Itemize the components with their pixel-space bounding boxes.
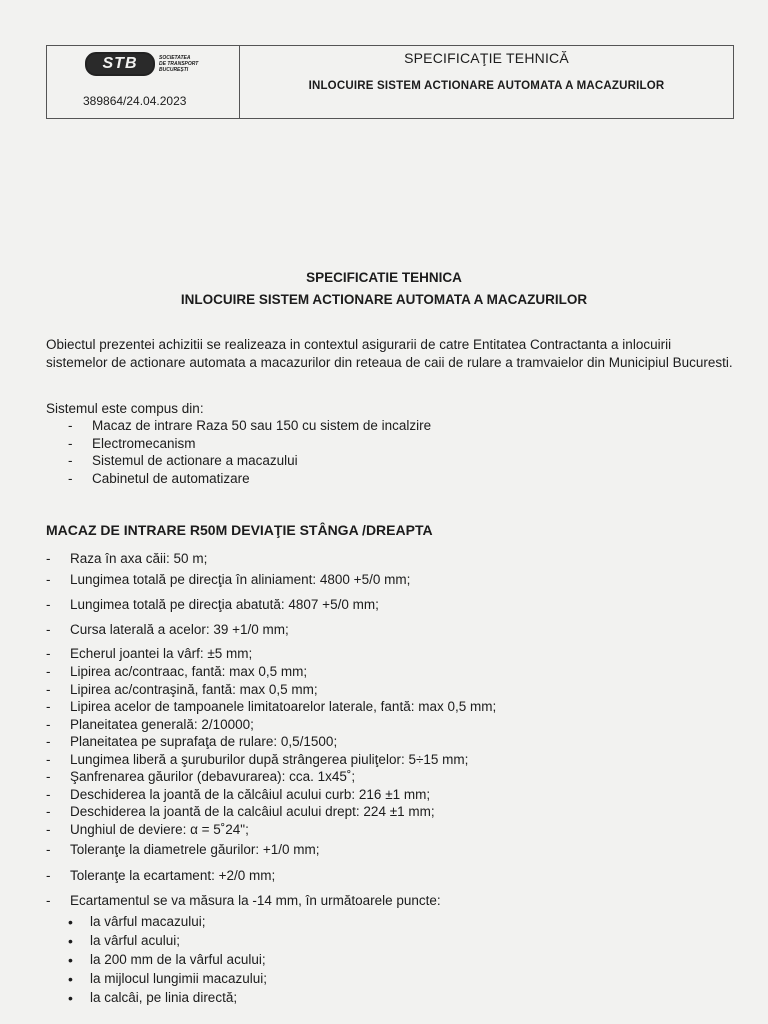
document-number: 389864/24.04.2023 <box>83 94 187 108</box>
list-item: - Ecartamentul se va măsura la -14 mm, în următoarele puncte: <box>46 893 496 911</box>
stb-logo <box>85 52 198 76</box>
list-item: - Planeitatea generală: 2/10000; <box>46 717 496 735</box>
list-item: • la vârful macazului; <box>66 914 267 933</box>
list-item: - Lungimea totală pe direcţia abatută: 4807 +5/0 mm; <box>46 597 496 622</box>
list-item: • la mijlocul lungimii macazului; <box>66 971 267 990</box>
list-item: - Electromecanism <box>68 436 431 454</box>
header-title: SPECIFICAŢIE TEHNICĂ <box>404 50 569 66</box>
document-title: SPECIFICATIE TEHNICA <box>306 270 462 285</box>
list-item: - Toleranţe la diametrele găurilor: +1/0 mm; <box>46 842 496 868</box>
components-list <box>68 418 431 488</box>
points-list <box>66 914 267 1009</box>
list-item: • la 200 mm de la vârful acului; <box>66 952 267 971</box>
list-item: - Cabinetul de automatizare <box>68 471 431 489</box>
list-item: - Raza în axa căii: 50 m; <box>46 551 496 572</box>
list-item: - Cursa laterală a acelor: 39 +1/0 mm; <box>46 622 496 646</box>
list-item: • la vârful acului; <box>66 933 267 952</box>
list-item: - Unghiul de deviere: α = 5˚24"; <box>46 822 496 842</box>
list-item: - Echerul joantei la vârf: ±5 mm; <box>46 646 496 664</box>
header-box <box>46 45 734 119</box>
header-left-cell <box>47 46 240 118</box>
list-item: - Planeitatea pe suprafaţa de rulare: 0,5/1500; <box>46 734 496 752</box>
list-item: - Şanfrenarea găurilor (debavurarea): cca. 1x45˚; <box>46 769 496 787</box>
document-subtitle: INLOCUIRE SISTEM ACTIONARE AUTOMATA A MACAZURILOR <box>180 292 588 307</box>
section-title: MACAZ DE INTRARE R50M DEVIAŢIE STÂNGA /DREAPTA <box>46 522 433 538</box>
list-item: - Lipirea acelor de tampoanele limitatoarelor laterale, fantă: max 0,5 mm; <box>46 699 496 717</box>
list-item: - Lungimea totală pe direcţia în aliniament: 4800 +5/0 mm; <box>46 572 496 597</box>
intro-paragraph: Obiectul prezentei achizitii se realizeaza in contextul asigurarii de catre Entitatea Contractanta a inlocuirii sistemelor de actionare automata a macazurilor din reteaua de caii de rulare a tramvaielor din Municipiul Bucuresti. <box>46 337 733 370</box>
list-item: - Sistemul de actionare a macazului <box>68 453 431 471</box>
list-item: - Deschiderea la joantă de la calcâiul acului drept: 224 ±1 mm; <box>46 804 496 822</box>
logo-subtext: SOCIETATEA DE TRANSPORT BUCUREȘTI <box>159 55 199 73</box>
list-item: - Macaz de intrare Raza 50 sau 150 cu sistem de incalzire <box>68 418 431 436</box>
list-item: - Lipirea ac/contraac, fantă: max 0,5 mm; <box>46 664 496 682</box>
system-intro: Sistemul este compus din: <box>46 401 204 416</box>
logo-mark: STB <box>85 52 155 76</box>
specs-list <box>46 551 496 911</box>
list-item: - Lipirea ac/contraşină, fantă: max 0,5 mm; <box>46 682 496 700</box>
list-item: • la calcâi, pe linia directă; <box>66 990 267 1009</box>
list-item: - Lungimea liberă a şuruburilor după strângerea piuliţelor: 5÷15 mm; <box>46 752 496 770</box>
header-right-cell <box>240 46 733 118</box>
header-subtitle: INLOCUIRE SISTEM ACTIONARE AUTOMATA A MACAZURILOR <box>308 80 665 92</box>
list-item: - Toleranţe la ecartament: +2/0 mm; <box>46 868 496 893</box>
list-item: - Deschiderea la joantă de la călcâiul acului curb: 216 ±1 mm; <box>46 787 496 805</box>
